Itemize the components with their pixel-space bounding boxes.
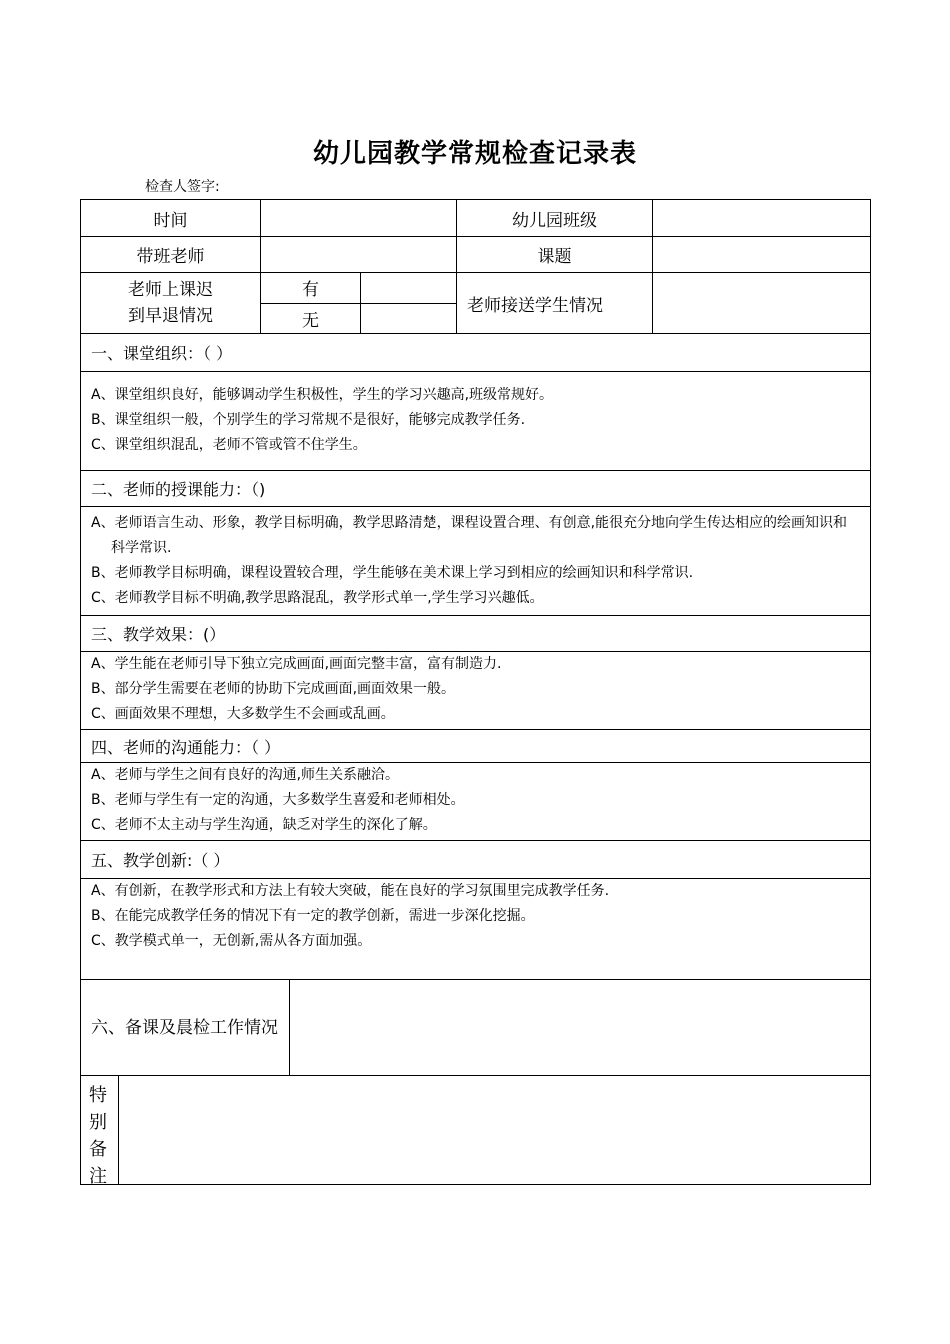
pickup-label: 老师接送学生情况 bbox=[457, 273, 653, 333]
section-1-options bbox=[81, 372, 870, 471]
class-label: 幼儿园班级 bbox=[457, 200, 653, 236]
section-5-heading: 五、教学创新:（ ） bbox=[81, 841, 870, 879]
teacher-label: 带班老师 bbox=[81, 237, 261, 272]
section-2-heading: 二、老师的授课能力：（) bbox=[81, 471, 870, 507]
section-2-option-b: B、老师教学目标明确，课程设置较合理，学生能够在美术课上学习到相应的绘画知识和科学常识. bbox=[91, 565, 694, 581]
section-4-heading: 四、老师的沟通能力：（ ） bbox=[81, 730, 870, 763]
prep-check-field[interactable] bbox=[290, 980, 870, 1075]
section-5-option-b: B、在能完成教学任务的情况下有一定的教学创新，需进一步深化挖掘。 bbox=[91, 908, 535, 924]
section-3-options bbox=[81, 652, 870, 730]
no-field[interactable] bbox=[361, 304, 456, 334]
row-teacher-topic bbox=[81, 237, 870, 273]
section-4-option-b: B、老师与学生有一定的沟通，大多数学生喜爱和老师相处。 bbox=[91, 792, 465, 808]
class-field[interactable] bbox=[653, 200, 870, 236]
teacher-field[interactable] bbox=[261, 237, 457, 272]
row-prep-check bbox=[81, 980, 870, 1076]
section-1-option-c: C、课堂组织混乱，老师不管或管不住学生。 bbox=[91, 437, 367, 453]
section-5-option-c: C、教学模式单一，无创新,需从各方面加强。 bbox=[91, 933, 372, 949]
section-4-options bbox=[81, 763, 870, 841]
inspection-form-table bbox=[80, 199, 871, 1185]
yes-label: 有 bbox=[261, 273, 361, 303]
prep-check-label: 六、备课及晨检工作情况 bbox=[81, 980, 290, 1075]
late-early-label-line1: 老师上课迟 bbox=[128, 280, 213, 300]
row-time-class bbox=[81, 200, 870, 237]
no-label: 无 bbox=[261, 304, 361, 334]
section-3-option-c: C、画面效果不理想，大多数学生不会画或乱画。 bbox=[91, 706, 395, 722]
section-5-options bbox=[81, 879, 870, 980]
section-4-option-a: A、老师与学生之间有良好的沟通,师生关系融洽。 bbox=[91, 767, 400, 783]
time-label: 时间 bbox=[81, 200, 261, 236]
yes-field[interactable] bbox=[361, 273, 456, 303]
section-2-options bbox=[81, 507, 870, 616]
late-early-label-line2: 到早退情况 bbox=[128, 306, 213, 326]
late-early-label bbox=[81, 273, 261, 333]
pickup-field[interactable] bbox=[653, 273, 870, 333]
section-1-option-b: B、课堂组织一般，个别学生的学习常规不是很好，能够完成教学任务. bbox=[91, 412, 526, 428]
topic-field[interactable] bbox=[653, 237, 870, 272]
yes-option-row bbox=[261, 273, 456, 304]
section-3-option-b: B、部分学生需要在老师的协助下完成画面,画面效果一般。 bbox=[91, 681, 456, 697]
section-2-option-a: A、老师语言生动、形象，教学目标明确，教学思路清楚，课程设置合理、有创意,能很充分地向学生传达相应的绘画知识和科学常识. bbox=[91, 515, 848, 556]
section-2-option-c: C、老师教学目标不明确,教学思路混乱，教学形式单一,学生学习兴趣低。 bbox=[91, 590, 544, 606]
topic-label: 课题 bbox=[457, 237, 653, 272]
no-option-row bbox=[261, 304, 456, 334]
remarks-field[interactable] bbox=[119, 1076, 870, 1184]
section-1-option-a: A、课堂组织良好，能够调动学生积极性，学生的学习兴趣高,班级常规好。 bbox=[91, 387, 554, 403]
row-remarks bbox=[81, 1076, 870, 1187]
section-3-option-a: A、学生能在老师引导下独立完成画面,画面完整丰富，富有制造力. bbox=[91, 656, 502, 672]
section-5-option-a: A、有创新，在教学形式和方法上有较大突破，能在良好的学习氛围里完成教学任务. bbox=[91, 883, 610, 899]
remarks-label: 特别备注 bbox=[81, 1076, 119, 1184]
row-attendance bbox=[81, 273, 870, 334]
section-3-heading: 三、教学效果：(） bbox=[81, 616, 870, 652]
inspector-signature-label: 检查人签字: bbox=[145, 179, 220, 195]
time-field[interactable] bbox=[261, 200, 457, 236]
section-4-option-c: C、老师不太主动与学生沟通，缺乏对学生的深化了解。 bbox=[91, 817, 437, 833]
section-1-heading: 一、课堂组织：（ ） bbox=[81, 334, 870, 372]
page-title: 幼儿园教学常规检查记录表 bbox=[312, 139, 637, 169]
late-early-options bbox=[261, 273, 457, 333]
